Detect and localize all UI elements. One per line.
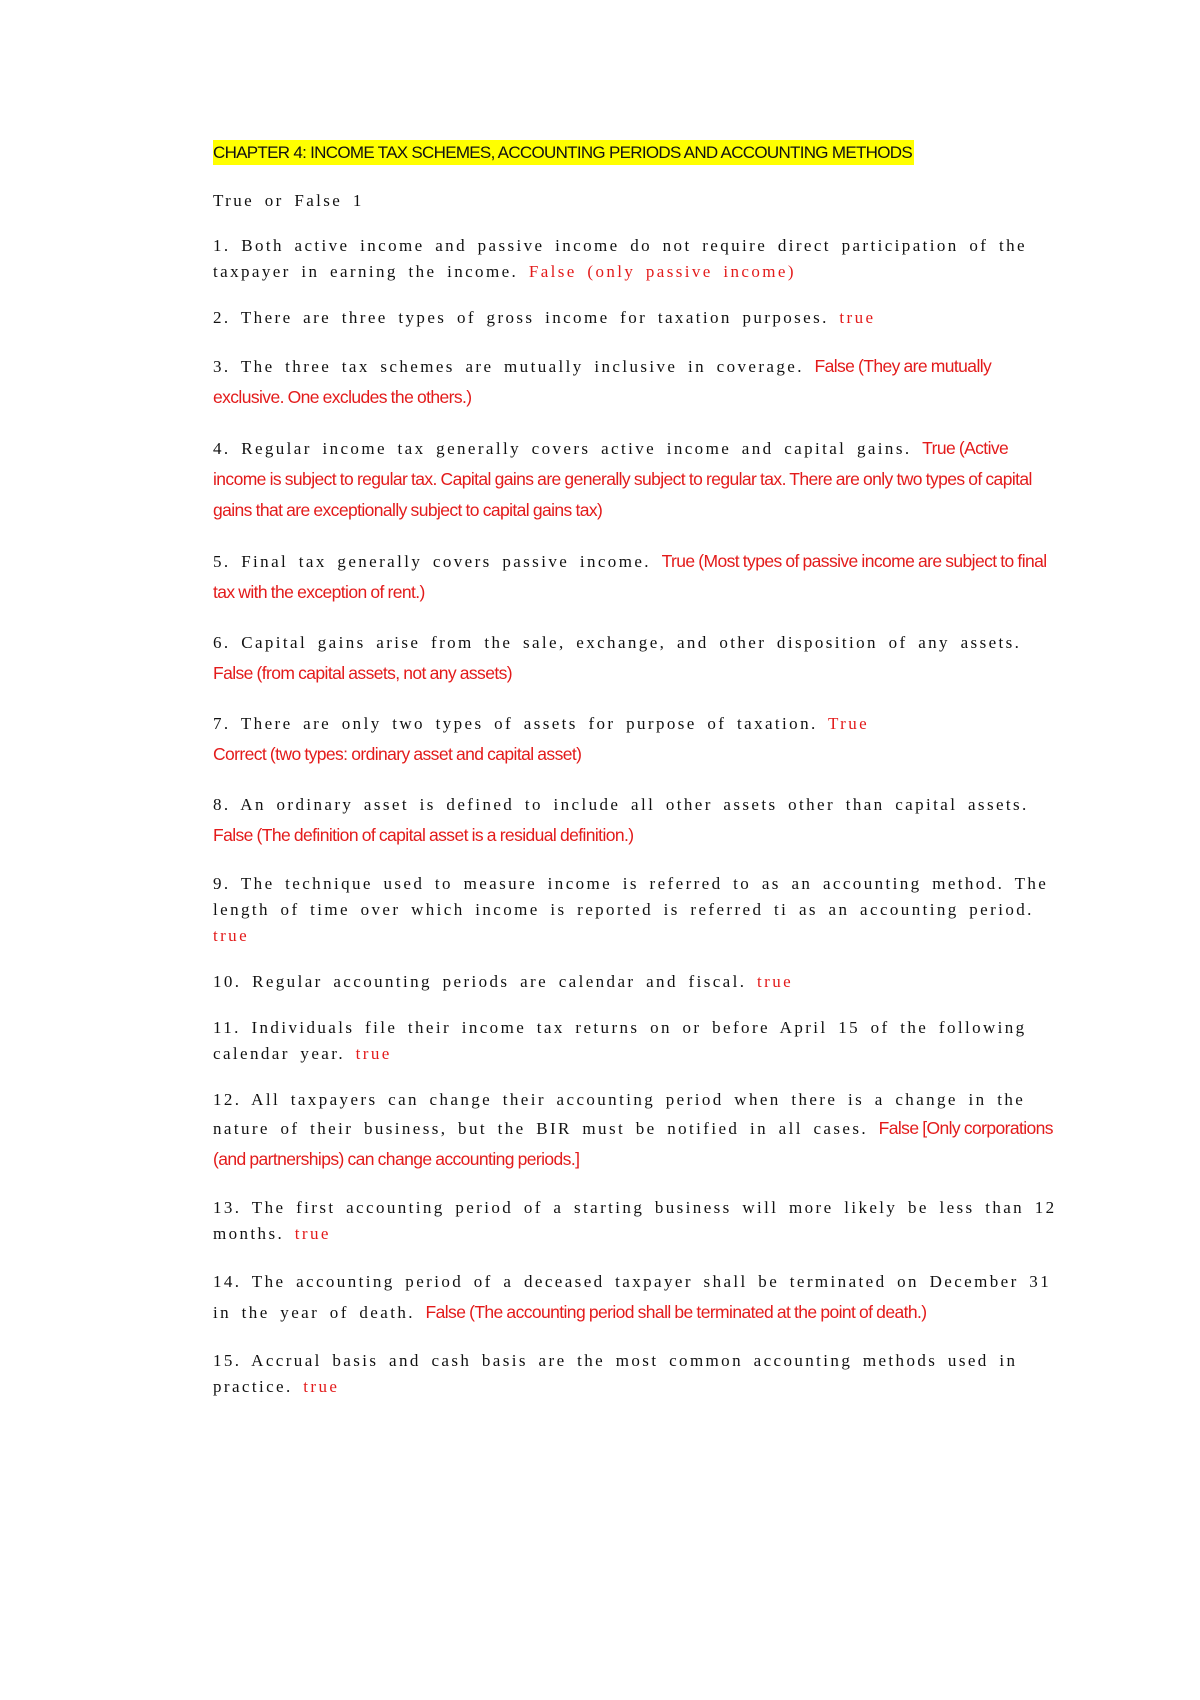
question-text: 3. The three tax schemes are mutually inclusive in coverage. [213,357,804,376]
question-item [213,1348,1058,1400]
question-item [213,351,1058,413]
question-item [213,969,1058,995]
answer-text: true [294,1224,331,1243]
answer-text: true [303,1377,340,1396]
answer-text: False (from capital assets, not any assets) [213,663,512,683]
question-text: 1. Both active income and passive income do not require direct participation of the taxpayer in earning the income. [213,236,1027,281]
answer-text: true [839,308,876,327]
answer-text: true [213,926,250,945]
section-heading: True or False 1 [213,191,364,210]
question-text: 6. Capital gains arise from the sale, exchange, and other disposition of any assets. [213,633,1022,652]
answer-text: True [827,714,870,733]
answer-text: False [Only corporations (and partnerships) can change accounting periods.] [213,1118,1053,1169]
question-item [213,1195,1058,1247]
question-text: 12. All taxpayers can change their accounting period when there is a change in the nature of their business, but the BIR must be notified in all cases. [213,1090,1026,1138]
question-text: 14. The accounting period of a deceased taxpayer shall be terminated on December 31 in the year of death. [213,1272,1052,1322]
question-text: 13. The first accounting period of a starting business will more likely be less than 12 months. [213,1198,1057,1243]
document-page [213,140,1058,1400]
question-item [213,871,1058,949]
question-item [213,433,1058,526]
answer-extra-text: Correct (two types: ordinary asset and capital asset) [213,744,582,764]
question-text: 5. Final tax generally covers passive income. [213,552,651,571]
question-text: 9. The technique used to measure income is referred to as an accounting method. The length of time over which income is reported is referred ti as an accounting period. [213,874,1049,919]
answer-text: True (Most types of passive income are subject to final tax with the exception of rent.) [213,551,1047,602]
question-text: 15. Accrual basis and cash basis are the most common accounting methods used in practice. [213,1351,1018,1396]
question-text: 8. An ordinary asset is defined to include all other assets other than capital assets. [213,795,1029,814]
chapter-title: CHAPTER 4: INCOME TAX SCHEMES, ACCOUNTING PERIODS AND ACCOUNTING METHODS [213,140,914,165]
answer-text: true [355,1044,392,1063]
question-text: 10. Regular accounting periods are calendar and fiscal. [213,972,747,991]
question-item [213,305,1058,331]
question-text: 2. There are three types of gross income for taxation purposes. [213,308,829,327]
answer-text: true [757,972,794,991]
question-text: 7. There are only two types of assets for purpose of taxation. [213,714,818,733]
question-item [213,790,1058,851]
question-text: 11. Individuals file their income tax returns on or before April 15 of the following calendar year. [213,1018,1027,1063]
question-item [213,709,1058,770]
question-text: 4. Regular income tax generally covers active income and capital gains. [213,439,912,458]
answer-text: True (Active income is subject to regular tax. Capital gains are generally subject to regular tax. There are only two types of capital gains that are exceptionally subject to capital gains tax) [213,438,1032,520]
question-item [213,1267,1058,1328]
question-item [213,1015,1058,1067]
question-item [213,1087,1058,1175]
answer-text: False (The definition of capital asset is a residual definition.) [213,825,634,845]
answer-text: False (only passive income) [528,262,796,281]
answer-text: False (They are mutually exclusive. One excludes the others.) [213,356,992,407]
answer-text: False (The accounting period shall be terminated at the point of death.) [425,1302,927,1322]
question-item [213,546,1058,608]
question-item [213,628,1058,689]
question-item [213,233,1058,285]
